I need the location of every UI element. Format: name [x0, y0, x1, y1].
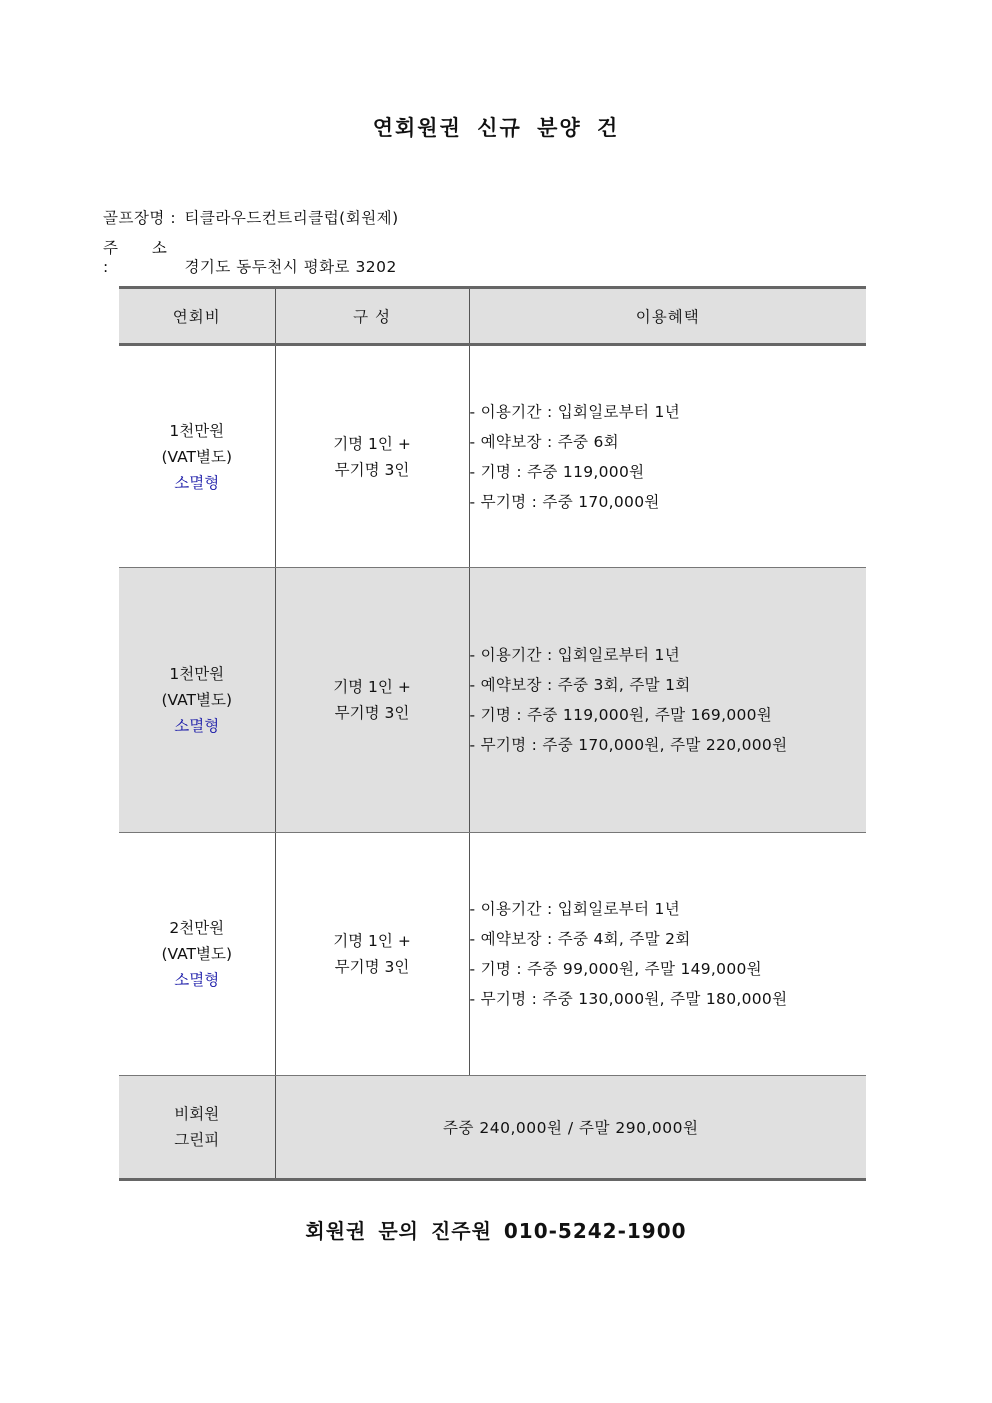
benefit-line: - 기명 : 주중 119,000원: [469, 462, 645, 481]
address-label: 주 소 :: [103, 239, 168, 276]
contact-info: 회원권 문의 진주원 010-5242-1900: [305, 1219, 687, 1243]
address-value: 경기도 동두천시 평화로 3202: [184, 258, 397, 276]
header-fee: 연회비: [119, 288, 275, 345]
benefit-line: - 예약보장 : 주중 6회: [469, 432, 619, 451]
fee-cell: [119, 345, 275, 568]
composition-line: 기명 1인 +: [333, 434, 411, 453]
membership-table: [119, 286, 866, 1181]
golf-course-label: 골프장명 :: [103, 209, 177, 227]
benefit-line: - 기명 : 주중 119,000원, 주말 169,000원: [469, 706, 773, 724]
address-info: [103, 236, 397, 277]
page-title: 연회원권 신규 분양 건: [372, 116, 620, 140]
non-member-label-cell: [119, 1076, 275, 1180]
golf-course-info: [103, 206, 399, 228]
composition-cell: [275, 568, 469, 833]
header-benefits: 이용혜택: [469, 288, 866, 345]
fee-amount: 2천만원: [169, 919, 225, 937]
non-member-row: [119, 1076, 866, 1180]
non-member-label: 비회원: [174, 1105, 220, 1123]
fee-amount: 1천만원: [169, 421, 225, 440]
fee-type: 소멸형: [174, 473, 220, 492]
benefits-cell: [469, 345, 866, 568]
green-fee-label: 그린피: [174, 1131, 220, 1149]
benefit-line: - 기명 : 주중 99,000원, 주말 149,000원: [469, 960, 762, 978]
composition-line: 무기명 3인: [334, 704, 410, 722]
golf-course-value: 티클라우드컨트리클럽(회원제): [184, 209, 399, 227]
fee-type: 소멸형: [174, 971, 220, 989]
benefits-cell: [469, 833, 866, 1076]
green-fee-price: 주중 240,000원 / 주말 290,000원: [443, 1119, 699, 1137]
table-row: [119, 345, 866, 568]
fee-cell: [119, 568, 275, 833]
fee-amount: 1천만원: [169, 665, 225, 683]
benefit-line: - 무기명 : 주중 170,000원: [469, 492, 660, 511]
fee-vat: (VAT별도): [161, 691, 233, 709]
benefit-line: - 예약보장 : 주중 3회, 주말 1회: [469, 676, 691, 694]
composition-line: 무기명 3인: [334, 958, 410, 976]
benefit-line: - 무기명 : 주중 130,000원, 주말 180,000원: [469, 990, 788, 1008]
fee-type: 소멸형: [174, 717, 220, 735]
composition-line: 기명 1인 +: [333, 678, 411, 696]
green-fee-price-cell: [275, 1076, 866, 1180]
fee-cell: [119, 833, 275, 1076]
benefit-line: - 예약보장 : 주중 4회, 주말 2회: [469, 930, 691, 948]
table-row: [119, 833, 866, 1076]
benefit-line: - 이용기간 : 입회일로부터 1년: [469, 900, 680, 918]
fee-vat: (VAT별도): [161, 945, 233, 963]
benefit-line: - 이용기간 : 입회일로부터 1년: [469, 646, 680, 664]
composition-cell: [275, 833, 469, 1076]
table-row: [119, 568, 866, 833]
header-composition: 구 성: [275, 288, 469, 345]
benefit-line: - 무기명 : 주중 170,000원, 주말 220,000원: [469, 736, 788, 754]
table-header-row: [119, 288, 866, 345]
benefits-cell: [469, 568, 866, 833]
fee-vat: (VAT별도): [161, 447, 233, 466]
composition-line: 무기명 3인: [334, 460, 410, 479]
benefit-line: - 이용기간 : 입회일로부터 1년: [469, 402, 680, 421]
composition-cell: [275, 345, 469, 568]
composition-line: 기명 1인 +: [333, 932, 411, 950]
